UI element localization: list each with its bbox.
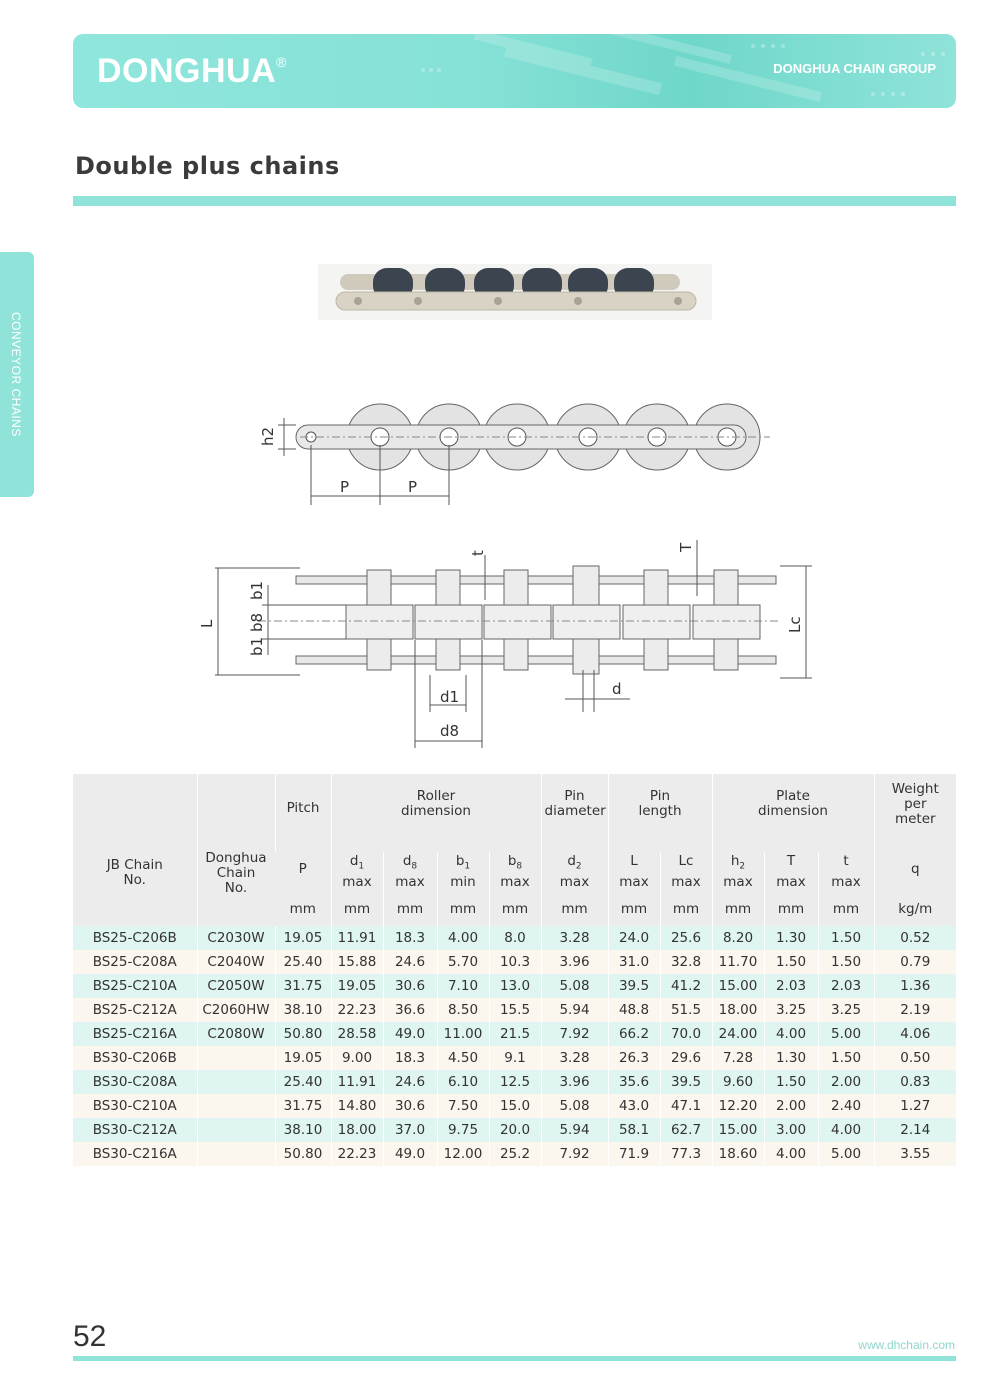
- table-cell: 3.55: [874, 1142, 956, 1166]
- table-cell: 32.8: [660, 950, 712, 974]
- symbol-cell: Lc max: [660, 852, 712, 892]
- label-b1-bottom: b1: [248, 636, 266, 656]
- table-cell: 4.00: [764, 1022, 818, 1046]
- label-T: T: [677, 542, 695, 552]
- table-cell: 9.00: [331, 1046, 383, 1070]
- unit-cell: mm: [818, 892, 874, 926]
- table-row: [73, 1118, 956, 1142]
- table-cell: 5.94: [541, 998, 608, 1022]
- label-d1: d1: [440, 688, 460, 706]
- table-cell: 15.00: [712, 1118, 764, 1142]
- table-cell: 9.75: [437, 1118, 489, 1142]
- side-tab-label: CONVEYOR CHAINS: [9, 312, 23, 437]
- table-cell: 7.92: [541, 1142, 608, 1166]
- unit-cell: mm: [275, 892, 331, 926]
- jb-chain-no-cell: BS30-C212A: [73, 1118, 197, 1142]
- table-cell: 38.10: [275, 998, 331, 1022]
- table-cell: 19.05: [275, 1046, 331, 1070]
- table-cell: 12.5: [489, 1070, 541, 1094]
- header-pin-diameter: Pin diameter: [541, 774, 608, 852]
- table-cell: 26.3: [608, 1046, 660, 1070]
- table-cell: 8.0: [489, 926, 541, 950]
- table-cell: 10.3: [489, 950, 541, 974]
- spec-table-body: [73, 926, 956, 1166]
- table-cell: 0.52: [874, 926, 956, 950]
- label-h2: h2: [259, 426, 277, 446]
- table-cell: 4.50: [437, 1046, 489, 1070]
- unit-cell: mm: [764, 892, 818, 926]
- donghua-chain-no-cell: C2080W: [197, 1022, 275, 1046]
- table-cell: 1.50: [818, 1046, 874, 1070]
- table-cell: 1.50: [818, 950, 874, 974]
- header-jb-chain-no: JB Chain No.: [73, 774, 197, 926]
- spec-table: [73, 774, 956, 1166]
- table-cell: 13.0: [489, 974, 541, 998]
- table-cell: 36.6: [383, 998, 437, 1022]
- jb-chain-no-cell: BS25-C206B: [73, 926, 197, 950]
- table-cell: 38.10: [275, 1118, 331, 1142]
- table-cell: 25.6: [660, 926, 712, 950]
- table-cell: 25.40: [275, 1070, 331, 1094]
- unit-cell: mm: [489, 892, 541, 926]
- jb-chain-no-cell: BS25-C208A: [73, 950, 197, 974]
- unit-cell: mm: [383, 892, 437, 926]
- table-cell: 31.75: [275, 974, 331, 998]
- table-cell: 3.96: [541, 1070, 608, 1094]
- table-cell: 18.00: [331, 1118, 383, 1142]
- donghua-chain-no-cell: C2030W: [197, 926, 275, 950]
- table-cell: 15.0: [489, 1094, 541, 1118]
- table-cell: 3.00: [764, 1118, 818, 1142]
- unit-cell: mm: [608, 892, 660, 926]
- table-cell: 50.80: [275, 1022, 331, 1046]
- donghua-chain-no-cell: C2060HW: [197, 998, 275, 1022]
- unit-cell: mm: [331, 892, 383, 926]
- table-cell: 71.9: [608, 1142, 660, 1166]
- table-cell: 30.6: [383, 974, 437, 998]
- symbol-cell: $b_8$ max: [489, 852, 541, 892]
- table-cell: 58.1: [608, 1118, 660, 1142]
- table-cell: 1.36: [874, 974, 956, 998]
- table-cell: 19.05: [275, 926, 331, 950]
- footer-url[interactable]: www.dhchain.com: [858, 1338, 955, 1352]
- table-cell: 5.94: [541, 1118, 608, 1142]
- symbol-cell: $d_2$ max: [541, 852, 608, 892]
- table-cell: 1.27: [874, 1094, 956, 1118]
- table-cell: 1.30: [764, 1046, 818, 1070]
- table-row: [73, 1142, 956, 1166]
- jb-chain-no-cell: BS25-C212A: [73, 998, 197, 1022]
- table-row: [73, 1070, 956, 1094]
- table-cell: 2.03: [818, 974, 874, 998]
- table-cell: 2.19: [874, 998, 956, 1022]
- table-cell: 30.6: [383, 1094, 437, 1118]
- table-cell: 3.28: [541, 1046, 608, 1070]
- table-cell: 24.0: [608, 926, 660, 950]
- table-cell: 18.3: [383, 1046, 437, 1070]
- donghua-chain-no-cell: C2040W: [197, 950, 275, 974]
- table-cell: 5.00: [818, 1142, 874, 1166]
- label-b8: b8: [248, 612, 266, 632]
- table-cell: 14.80: [331, 1094, 383, 1118]
- page-title: Double plus chains: [75, 152, 340, 180]
- table-cell: 3.25: [818, 998, 874, 1022]
- table-cell: 37.0: [383, 1118, 437, 1142]
- table-cell: 19.05: [331, 974, 383, 998]
- donghua-chain-no-cell: [197, 1118, 275, 1142]
- table-cell: 1.50: [818, 926, 874, 950]
- table-cell: 12.00: [437, 1142, 489, 1166]
- table-cell: 1.30: [764, 926, 818, 950]
- table-cell: 29.6: [660, 1046, 712, 1070]
- table-cell: 2.03: [764, 974, 818, 998]
- symbol-cell: L max: [608, 852, 660, 892]
- footer-rule: [73, 1356, 956, 1361]
- table-cell: 6.10: [437, 1070, 489, 1094]
- table-cell: 39.5: [660, 1070, 712, 1094]
- table-cell: 50.80: [275, 1142, 331, 1166]
- table-row: [73, 950, 956, 974]
- symbol-cell: t max: [818, 852, 874, 892]
- jb-chain-no-cell: BS25-C216A: [73, 1022, 197, 1046]
- table-cell: 43.0: [608, 1094, 660, 1118]
- table-cell: 22.23: [331, 1142, 383, 1166]
- table-cell: 4.00: [818, 1118, 874, 1142]
- jb-chain-no-cell: BS25-C210A: [73, 974, 197, 998]
- table-cell: 5.70: [437, 950, 489, 974]
- donghua-chain-no-cell: [197, 1070, 275, 1094]
- table-row: [73, 998, 956, 1022]
- table-cell: 4.00: [437, 926, 489, 950]
- symbol-cell: P: [275, 852, 331, 892]
- table-cell: 24.6: [383, 950, 437, 974]
- header-roller-dimension: Roller dimension: [331, 774, 541, 852]
- unit-cell: mm: [541, 892, 608, 926]
- table-cell: 18.3: [383, 926, 437, 950]
- table-cell: 3.28: [541, 926, 608, 950]
- table-cell: 2.00: [764, 1094, 818, 1118]
- table-cell: 41.2: [660, 974, 712, 998]
- table-cell: 39.5: [608, 974, 660, 998]
- table-cell: 7.50: [437, 1094, 489, 1118]
- table-cell: 5.08: [541, 974, 608, 998]
- header-donghua-chain-no: Donghua Chain No.: [197, 774, 275, 926]
- header-weight-per-meter: Weight per meter: [874, 774, 956, 852]
- table-cell: 3.25: [764, 998, 818, 1022]
- table-cell: 8.50: [437, 998, 489, 1022]
- header-pitch: Pitch: [275, 774, 331, 852]
- label-d: d: [612, 680, 622, 698]
- table-cell: 4.00: [764, 1142, 818, 1166]
- table-cell: 9.60: [712, 1070, 764, 1094]
- brand-logo: DONGHUA®: [97, 52, 287, 90]
- page-number: 52: [73, 1320, 107, 1353]
- table-cell: 11.70: [712, 950, 764, 974]
- symbol-cell: $d_8$ max: [383, 852, 437, 892]
- jb-chain-no-cell: BS30-C208A: [73, 1070, 197, 1094]
- label-pitch-1: P: [340, 478, 350, 496]
- table-cell: 31.75: [275, 1094, 331, 1118]
- table-cell: 2.40: [818, 1094, 874, 1118]
- table-cell: 49.0: [383, 1022, 437, 1046]
- donghua-chain-no-cell: [197, 1094, 275, 1118]
- table-cell: 15.00: [712, 974, 764, 998]
- symbol-cell: $d_1$ max: [331, 852, 383, 892]
- jb-chain-no-cell: BS30-C216A: [73, 1142, 197, 1166]
- group-name: DONGHUA CHAIN GROUP: [773, 61, 936, 76]
- table-cell: 47.1: [660, 1094, 712, 1118]
- jb-chain-no-cell: BS30-C206B: [73, 1046, 197, 1070]
- table-cell: 35.6: [608, 1070, 660, 1094]
- table-cell: 11.91: [331, 926, 383, 950]
- donghua-chain-no-cell: [197, 1046, 275, 1070]
- label-d8: d8: [440, 722, 460, 740]
- jb-chain-no-cell: BS30-C210A: [73, 1094, 197, 1118]
- header-plate-dimension: Plate dimension: [712, 774, 874, 852]
- table-cell: 9.1: [489, 1046, 541, 1070]
- table-row: [73, 974, 956, 998]
- table-cell: 24.00: [712, 1022, 764, 1046]
- table-cell: 7.10: [437, 974, 489, 998]
- table-cell: 77.3: [660, 1142, 712, 1166]
- table-cell: 11.91: [331, 1070, 383, 1094]
- table-cell: 0.83: [874, 1070, 956, 1094]
- table-cell: 20.0: [489, 1118, 541, 1142]
- unit-cell: kg/m: [874, 892, 956, 926]
- table-row: [73, 1094, 956, 1118]
- table-cell: 8.20: [712, 926, 764, 950]
- table-row: [73, 1022, 956, 1046]
- symbol-cell: q: [874, 852, 956, 892]
- table-cell: 51.5: [660, 998, 712, 1022]
- table-cell: 25.2: [489, 1142, 541, 1166]
- label-b1-top: b1: [248, 580, 266, 600]
- table-cell: 49.0: [383, 1142, 437, 1166]
- table-cell: 0.79: [874, 950, 956, 974]
- table-cell: 7.28: [712, 1046, 764, 1070]
- donghua-chain-no-cell: C2050W: [197, 974, 275, 998]
- unit-cell: mm: [437, 892, 489, 926]
- table-cell: 3.96: [541, 950, 608, 974]
- table-cell: 1.50: [764, 1070, 818, 1094]
- table-cell: 12.20: [712, 1094, 764, 1118]
- table-cell: 2.14: [874, 1118, 956, 1142]
- table-cell: 5.08: [541, 1094, 608, 1118]
- label-Lc: Lc: [786, 616, 804, 633]
- label-L: L: [198, 619, 216, 628]
- table-cell: 15.5: [489, 998, 541, 1022]
- table-cell: 2.00: [818, 1070, 874, 1094]
- table-cell: 70.0: [660, 1022, 712, 1046]
- unit-cell: mm: [660, 892, 712, 926]
- header-pin-length: Pin length: [608, 774, 712, 852]
- table-cell: 21.5: [489, 1022, 541, 1046]
- table-cell: 1.50: [764, 950, 818, 974]
- table-cell: 66.2: [608, 1022, 660, 1046]
- table-row: [73, 1046, 956, 1070]
- table-cell: 4.06: [874, 1022, 956, 1046]
- symbol-cell: $h_2$ max: [712, 852, 764, 892]
- unit-cell: mm: [712, 892, 764, 926]
- table-cell: 28.58: [331, 1022, 383, 1046]
- symbol-cell: $b_1$ min: [437, 852, 489, 892]
- table-cell: 31.0: [608, 950, 660, 974]
- table-cell: 48.8: [608, 998, 660, 1022]
- table-row: [73, 926, 956, 950]
- table-cell: 0.50: [874, 1046, 956, 1070]
- label-t: t: [469, 550, 487, 556]
- donghua-chain-no-cell: [197, 1142, 275, 1166]
- table-cell: 24.6: [383, 1070, 437, 1094]
- table-cell: 25.40: [275, 950, 331, 974]
- label-pitch-2: P: [408, 478, 418, 496]
- table-cell: 22.23: [331, 998, 383, 1022]
- table-cell: 7.92: [541, 1022, 608, 1046]
- table-cell: 62.7: [660, 1118, 712, 1142]
- table-cell: 15.88: [331, 950, 383, 974]
- table-cell: 11.00: [437, 1022, 489, 1046]
- table-cell: 5.00: [818, 1022, 874, 1046]
- table-cell: 18.60: [712, 1142, 764, 1166]
- symbol-cell: T max: [764, 852, 818, 892]
- table-cell: 18.00: [712, 998, 764, 1022]
